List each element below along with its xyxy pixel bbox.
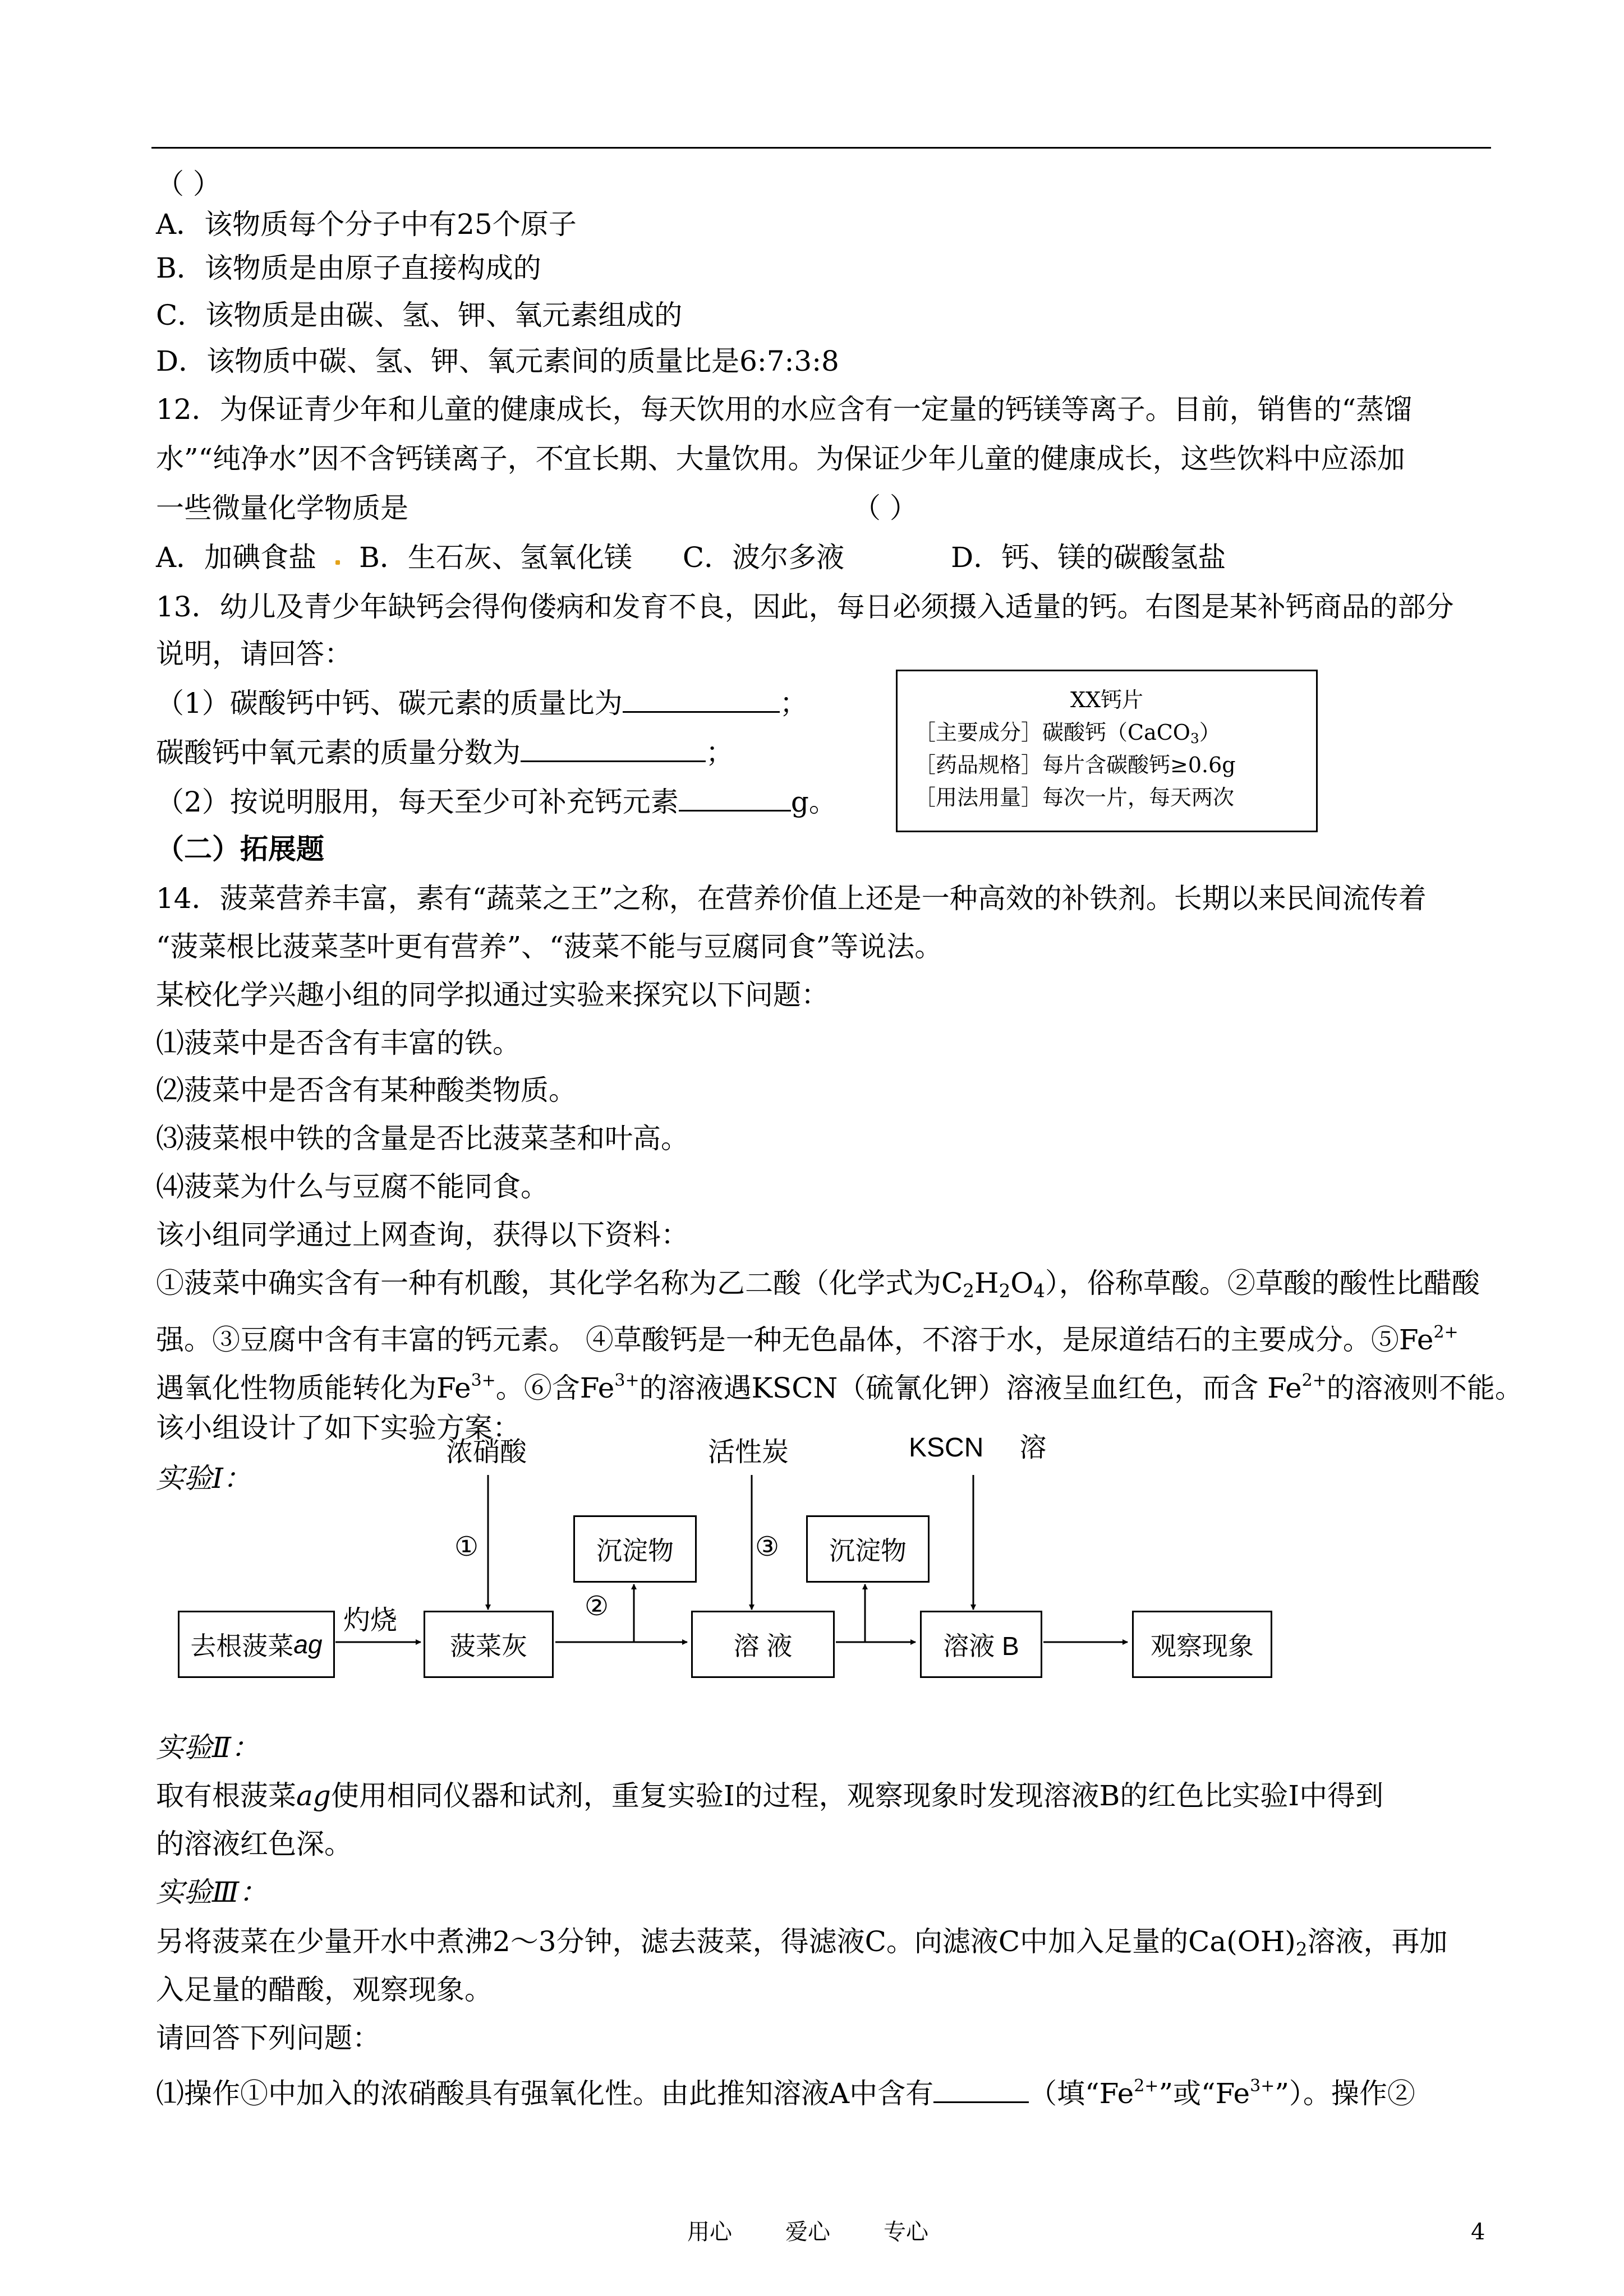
footer-motto-3: 专心 bbox=[884, 2219, 928, 2245]
q14-question-4: ⑷菠菜为什么与豆腐不能同食。 bbox=[156, 1170, 549, 1203]
q12-option-d: D．钙、镁的碳酸氢盐 bbox=[951, 541, 1226, 574]
answer-1: ⑴操作①中加入的浓硝酸具有强氧化性。由此推知溶液A中含有 （填“$Fe^{2+}$”或“$Fe^{3+}$”）。操作② bbox=[156, 2076, 1415, 2110]
q13-sub1b: 碳酸钙中氧元素的质量分数为 ； bbox=[156, 736, 734, 769]
q13-sub2: （2）按说明服用，每天至少可补充钙元素 g。 bbox=[156, 786, 837, 818]
exp2-line-1: 取有根菠菜ag使用相同仪器和试剂，重复实验Ⅰ的过程，观察现象时发现溶液B的红色比实验Ⅰ中得到 bbox=[156, 1779, 1384, 1812]
q14-intro-1: 14．菠菜营养丰富，素有“蔬菜之王”之称，在营养价值上还是一种高效的补铁剂。长期以来民间流传着 bbox=[156, 882, 1427, 915]
exp3-line-2: 入足量的醋酸，观察现象。 bbox=[156, 1974, 493, 2006]
q14-question-3: ⑶菠菜根中铁的含量是否比菠菜茎和叶高。 bbox=[156, 1122, 689, 1155]
q12-option-a: A．加碘食盐 bbox=[156, 541, 317, 574]
q13-line-1: 13．幼儿及青少年缺钙会得佝偻病和发育不良，因此，每日必须摄入适量的钙。右图是某补钙商品的部分 bbox=[156, 591, 1454, 623]
q14-plan: 该小组设计了如下实验方案： bbox=[156, 1412, 521, 1444]
footer-motto-1: 用心 bbox=[687, 2219, 732, 2245]
product-usage: ［用法用量］每次一片，每天两次 bbox=[914, 785, 1235, 810]
q12-line-1: 12．为保证青少年和儿童的健康成长，每天饮用的水应含有一定量的钙镁等离子。目前，销售的“蒸馏 bbox=[156, 393, 1413, 426]
step-2-label: ② bbox=[585, 1592, 609, 1621]
product-spec: ［药品规格］每片含碳酸钙≥0.6g bbox=[914, 753, 1236, 777]
q14-intro-3: 某校化学兴趣小组的同学拟通过实验来探究以下问题： bbox=[156, 979, 829, 1011]
footer-motto-2: 爱心 bbox=[785, 2219, 830, 2245]
ash-box: 菠菜灰 bbox=[424, 1611, 554, 1678]
burn-label: 灼烧 bbox=[343, 1606, 398, 1635]
q14-info-3: 遇氧化性物质能转化为$Fe^{3+}$。⑥含$Fe^{3+}$的溶液遇KSCN（硫氰化钾）溶液呈血红色，而含 $Fe^{2+}$的溶液则不能。 bbox=[156, 1371, 1523, 1404]
answer-blank[interactable] bbox=[933, 2077, 1029, 2103]
step-3-label: ③ bbox=[755, 1532, 780, 1562]
q13-line-2: 说明，请回答： bbox=[156, 638, 352, 670]
solution-b-box: 溶液 B bbox=[920, 1611, 1042, 1678]
q12-line-3: 一些微量化学物质是 bbox=[156, 492, 408, 524]
q14-intro-2: “菠菜根比菠菜茎叶更有营养”、“菠菜不能与豆腐同食”等说法。 bbox=[156, 930, 943, 963]
exp3-line-1: 另将菠菜在少量开水中煮沸2～3分钟，滤去菠菜，得滤液C。向滤液C中加入足量的$Ca(OH)_2$溶液，再加 bbox=[156, 1925, 1448, 1961]
reagent-nitric-acid: 浓硝酸 bbox=[446, 1437, 527, 1467]
answer-head: 请回答下列问题： bbox=[156, 2022, 380, 2054]
q14-info-1: ①菠菜中确实含有一种有机酸，其化学名称为乙二酸（化学式为$C_2H_2O_4$），俗称草酸。②草酸的酸性比醋酸 bbox=[156, 1267, 1480, 1302]
exp2-label: 实验Ⅱ： bbox=[156, 1731, 259, 1764]
reagent-activated-carbon: 活性炭 bbox=[708, 1437, 789, 1467]
q14-info-head: 该小组同学通过上网查询，获得以下资料： bbox=[156, 1219, 689, 1251]
q12-option-b: B．生石灰、氢氧化镁 bbox=[359, 541, 632, 574]
q11-option-b: B．该物质是由原子直接构成的 bbox=[156, 252, 541, 284]
step-1-label: ① bbox=[454, 1532, 479, 1562]
q11-option-d: D．该物质中碳、氢、钾、氧元素间的质量比是6:7:3:8 bbox=[156, 345, 839, 377]
exp3-label: 实验Ⅲ： bbox=[156, 1876, 268, 1908]
precipitate-box-1: 沉淀物 bbox=[573, 1515, 697, 1583]
page-number: 4 bbox=[1471, 2219, 1485, 2245]
precipitate-box-2: 沉淀物 bbox=[806, 1515, 930, 1583]
q14-question-1: ⑴菠菜中是否含有丰富的铁。 bbox=[156, 1027, 521, 1059]
exp1-label: 实验Ⅰ： bbox=[156, 1462, 251, 1495]
q11-answer-paren: （ ） bbox=[156, 168, 221, 200]
q12-option-c: C．波尔多液 bbox=[682, 541, 845, 574]
reagent-kscn: KSCN 溶 bbox=[909, 1433, 1047, 1463]
section-title: （二）拓展题 bbox=[156, 832, 324, 865]
q12-line-2: 水”“纯净水”因不含钙镁离子，不宜长期、大量饮用。为保证少年儿童的健康成长，这些饮料中应添加 bbox=[156, 442, 1405, 475]
product-title: XX钙片 bbox=[1070, 688, 1144, 712]
q11-option-a: A．该物质每个分子中有25个原子 bbox=[156, 208, 577, 241]
q11-option-c: C．该物质是由碳、氢、钾、氧元素组成的 bbox=[156, 299, 683, 331]
exp2-line-2: 的溶液红色深。 bbox=[156, 1828, 352, 1860]
solution-box: 溶 液 bbox=[691, 1611, 835, 1678]
q14-info-2: 强。③豆腐中含有丰富的钙元素。 ④草酸钙是一种无色晶体，不溶于水，是尿道结石的主要成分。$⑤Fe^{2+}$ bbox=[156, 1322, 1459, 1356]
q12-answer-paren: （ ） bbox=[853, 492, 918, 524]
q14-question-2: ⑵菠菜中是否含有某种酸类物质。 bbox=[156, 1074, 577, 1106]
q13-sub1a: （1）碳酸钙中钙、碳元素的质量比为 ； bbox=[156, 687, 808, 720]
product-ingredient: ［主要成分］碳酸钙（CaCO$_3$） bbox=[914, 720, 1221, 747]
observe-box: 观察现象 bbox=[1132, 1611, 1272, 1678]
start-box-spinach: 去根菠菜 ag bbox=[178, 1611, 335, 1678]
